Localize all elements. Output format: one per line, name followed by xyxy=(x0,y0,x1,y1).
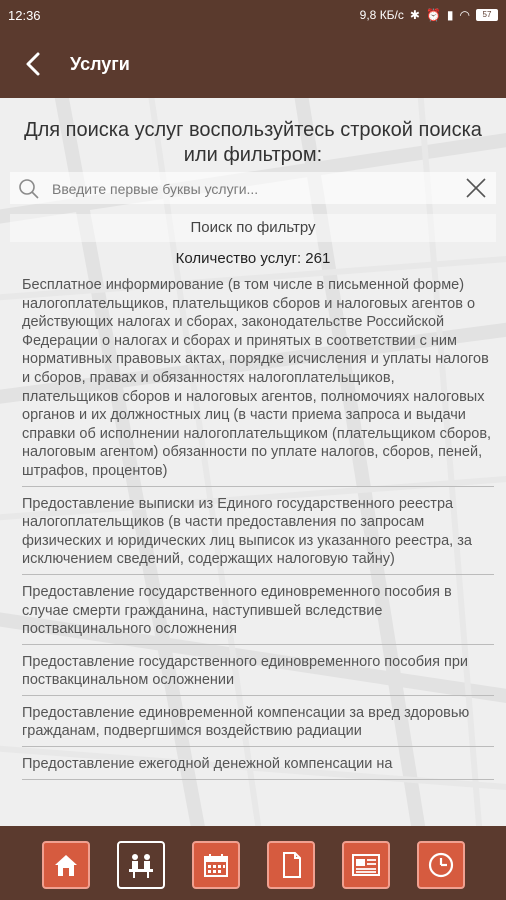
signal-icon: ▮ xyxy=(446,8,454,22)
services-content[interactable] xyxy=(0,98,506,826)
search-icon xyxy=(18,178,40,200)
nav-calendar-button[interactable] xyxy=(192,841,240,889)
wifi-icon: ◠ xyxy=(459,8,470,22)
clock-icon xyxy=(426,850,456,880)
home-icon xyxy=(51,850,81,880)
people-desk-icon xyxy=(125,849,157,881)
search-prompt: Для поиска услуг воспользуйтесь строкой поиска или фильтром: xyxy=(24,119,482,166)
services-list xyxy=(22,276,494,786)
filter-search-button[interactable]: Поиск по фильтру xyxy=(10,214,496,242)
search-bar xyxy=(10,172,496,204)
bottom-nav xyxy=(0,826,506,900)
list-item[interactable]: Бесплатное информирование (в том числе в письменной форме) налогоплательщиков, плательщиков сборов и налоговых агентов о действующих налогах и сборах, законодательстве Российской Федерации о налогах и сборах и принятых в соответствии с ним нормативных правовых актах, порядке исчисления и уплаты налогов и сборов, правах и обязанностях налогоплательщиков, плательщиков сборов и налоговых агентов, полномочиях налоговых органов и их должностных лиц (в части приема запроса и выдачи справки об исполнении налогоплательщиком (плательщиком сборов, налоговым агентом) обязанности по уплате налогов, сборов, пеней, штрафов, процентов) xyxy=(22,276,494,487)
status-icons xyxy=(360,8,498,22)
nav-news-button[interactable] xyxy=(342,841,390,889)
nav-home-button[interactable] xyxy=(42,841,90,889)
news-icon xyxy=(350,850,382,880)
status-time: 12:36 xyxy=(8,8,41,23)
nav-schedule-button[interactable] xyxy=(417,841,465,889)
services-count: Количество услуг: 261 xyxy=(175,250,331,267)
page-title: Услуги xyxy=(70,54,130,74)
alarm-icon: ⏰ xyxy=(425,8,441,22)
nav-documents-button[interactable] xyxy=(267,841,315,889)
network-speed: 9,8 КБ/с xyxy=(359,8,404,22)
list-item[interactable]: Предоставление ежегодной денежной компенсации на xyxy=(22,753,494,780)
bluetooth-icon: ✱ xyxy=(409,8,420,22)
list-item[interactable]: Предоставление государственного единовременного пособия при поствакцинальном осложнении xyxy=(22,651,494,696)
app-bar xyxy=(0,30,506,98)
list-item[interactable]: Предоставление единовременной компенсации за вред здоровью гражданам, подвергшимся воздействию радиации xyxy=(22,702,494,747)
battery-icon: 57 xyxy=(476,9,498,21)
document-icon xyxy=(276,850,306,880)
chevron-left-icon xyxy=(18,48,50,80)
list-item[interactable]: Предоставление государственного единовременного пособия в случае смерти гражданина, наступившей вследствие поствакцинального осложнения xyxy=(22,581,494,645)
close-icon[interactable] xyxy=(464,176,488,200)
nav-services-button[interactable] xyxy=(117,841,165,889)
search-input[interactable] xyxy=(50,177,454,201)
status-bar xyxy=(0,0,506,30)
calendar-icon xyxy=(201,850,231,880)
list-item[interactable]: Предоставление выписки из Единого государственного реестра налогоплательщиков (в части предоставления по запросам физических и юридических лиц выписок из указанного реестра, за исключением сведений, содержащих налоговую тайну) xyxy=(22,493,494,575)
back-button[interactable] xyxy=(18,48,50,80)
